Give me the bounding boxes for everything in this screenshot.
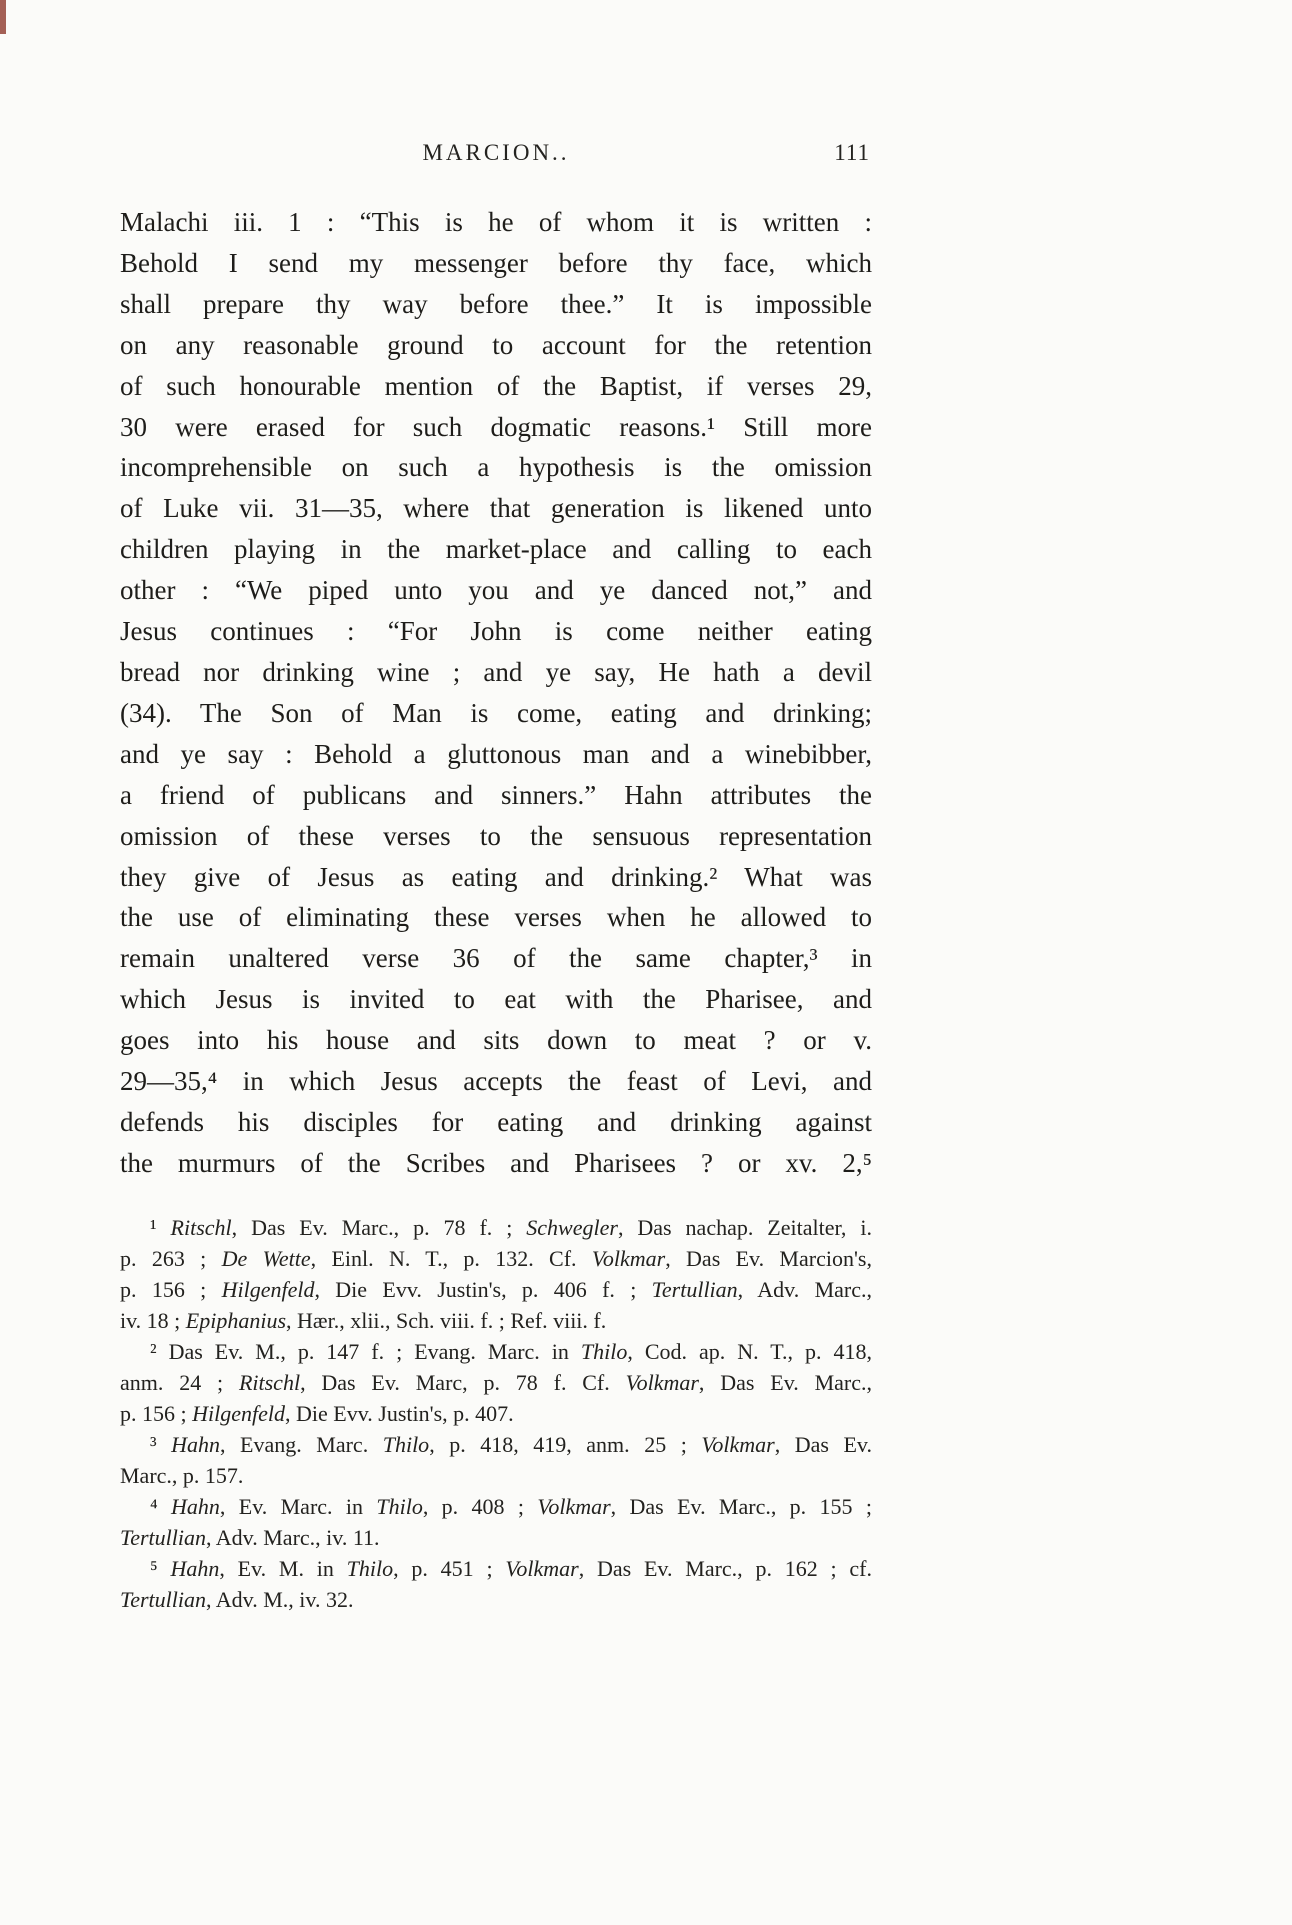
text-segment: , Adv. M., iv. 32. (206, 1586, 354, 1612)
text-segment: anm. 24 ; (120, 1369, 239, 1395)
text-line: (34). The Son of Man is come, eating and drinking; (120, 697, 872, 728)
text-segment: , Ev. M. in (219, 1555, 347, 1581)
scan-artifact (0, 0, 6, 34)
italic-text: Thilo (346, 1555, 394, 1581)
text-segment: , Hær., xlii., Sch. viii. f. ; Ref. viii. f. (286, 1307, 607, 1333)
footnote-line (120, 1522, 872, 1553)
text-segment: p. 263 ; (120, 1245, 222, 1271)
italic-text: Volkmar (591, 1245, 666, 1271)
text-segment: , Cod. ap. N. T., p. 418, (627, 1338, 872, 1364)
text-line: 30 were erased for such dogmatic reasons.¹ Still more (120, 411, 872, 442)
italic-text: Volkmar (537, 1493, 611, 1519)
text-segment: , Adv. Marc., iv. 11. (206, 1524, 380, 1550)
text-segment: , Adv. Marc., (737, 1276, 872, 1302)
text-segment: iv. 18 ; (120, 1307, 186, 1333)
text-line: and ye say : Behold a gluttonous man and a winebibber, (120, 738, 872, 769)
footnotes-block (120, 1212, 872, 1615)
text-segment: ³ (150, 1431, 172, 1457)
italic-text: Hahn (171, 1493, 220, 1519)
italic-text: Tertullian (120, 1586, 206, 1612)
text-line: other : “We piped unto you and ye danced not,” and (120, 575, 872, 606)
footnote-line (120, 1460, 872, 1491)
footnote-line (120, 1584, 872, 1615)
text-segment: , Das Ev. Marc., p. 155 ; (610, 1493, 872, 1519)
footnote-line (120, 1336, 872, 1367)
italic-text: Schwegler (526, 1214, 618, 1240)
text-segment: ⁵ (150, 1555, 171, 1581)
text-line: of Luke vii. 31—35, where that generation is likened unto (120, 493, 872, 524)
text-segment: p. 156 ; (120, 1400, 193, 1426)
text-segment: , Evang. Marc. (220, 1431, 383, 1457)
text-line: Jesus continues : “For John is come neither eating (120, 616, 872, 647)
italic-text: Thilo (376, 1493, 423, 1519)
italic-text: Volkmar (701, 1431, 775, 1457)
italic-text: Thilo (382, 1431, 430, 1457)
text-segment: , Das nachap. Zeitalter, i. (617, 1214, 872, 1240)
text-segment: , Die Evv. Justin's, p. 407. (285, 1400, 514, 1426)
italic-text: Ritschl (170, 1214, 232, 1240)
italic-text: De Wette (221, 1245, 311, 1271)
italic-text: Hahn (171, 1431, 221, 1457)
footnote-line (120, 1274, 872, 1305)
footnote-line (120, 1491, 872, 1522)
page-header (120, 140, 872, 166)
text-segment: p. 156 ; (120, 1276, 222, 1302)
text-segment: , p. 451 ; (393, 1555, 506, 1581)
italic-text: Volkmar (625, 1369, 699, 1395)
text-segment: Marc., p. 157. (120, 1462, 244, 1488)
text-segment: , Einl. N. T., p. 132. Cf. (310, 1245, 592, 1271)
page-number: 111 (834, 140, 870, 165)
footnote-line (120, 1398, 872, 1429)
text-segment: , Das Ev. Marc., p. 162 ; cf. (578, 1555, 872, 1581)
text-segment: , Das Ev. Marc, p. 78 f. Cf. (300, 1369, 626, 1395)
footnote-line (120, 1553, 872, 1584)
text-line: defends his disciples for eating and drinking against (120, 1106, 872, 1137)
text-line: omission of these verses to the sensuous representation (120, 820, 872, 851)
footnote-line (120, 1212, 872, 1243)
text-segment: ¹ (150, 1214, 171, 1240)
text-line: Behold I send my messenger before thy face, which (120, 247, 872, 278)
footnote-line (120, 1429, 872, 1460)
text-line: incomprehensible on such a hypothesis is the omission (120, 452, 872, 483)
text-segment: , Das Ev. Marcion's, (665, 1245, 872, 1271)
text-segment: , Das Ev. Marc., (698, 1369, 873, 1395)
footnote-line (120, 1367, 872, 1398)
italic-text: Volkmar (505, 1555, 579, 1581)
italic-text: Epiphanius (185, 1307, 287, 1333)
text-segment: ⁴ (150, 1493, 172, 1519)
text-line: goes into his house and sits down to meat ? or v. (120, 1025, 872, 1056)
page-content (120, 140, 872, 1615)
footnote-line (120, 1243, 872, 1274)
text-line: shall prepare thy way before thee.” It is impossible (120, 288, 872, 319)
italic-text: Hahn (170, 1555, 220, 1581)
text-line: children playing in the market-place and calling to each (120, 534, 872, 565)
text-line: the murmurs of the Scribes and Pharisees ? or xv. 2,⁵ (120, 1147, 872, 1178)
text-segment: , Die Evv. Justin's, p. 406 f. ; (314, 1276, 652, 1302)
running-title: MARCION.. (422, 140, 570, 165)
text-line: of such honourable mention of the Baptist, if verses 29, (120, 370, 872, 401)
text-segment: , p. 418, 419, anm. 25 ; (429, 1431, 702, 1457)
italic-text: Hilgenfeld (221, 1276, 315, 1302)
text-segment: , Ev. Marc. in (219, 1493, 377, 1519)
text-line: bread nor drinking wine ; and ye say, He hath a devil (120, 656, 872, 687)
text-segment: ² Das Ev. M., p. 147 f. ; Evang. Marc. in (150, 1338, 581, 1364)
text-line: remain unaltered verse 36 of the same chapter,³ in (120, 943, 872, 974)
text-line: they give of Jesus as eating and drinking.² What was (120, 861, 872, 892)
text-line: the use of eliminating these verses when he allowed to (120, 902, 872, 933)
text-line: Malachi iii. 1 : “This is he of whom it is written : (120, 207, 872, 237)
italic-text: Tertullian (651, 1276, 738, 1302)
italic-text: Ritschl (238, 1369, 301, 1395)
main-text-block (120, 202, 872, 1184)
text-line: a friend of publicans and sinners.” Hahn attributes the (120, 779, 872, 810)
text-line: on any reasonable ground to account for the retention (120, 329, 872, 360)
text-line: 29—35,⁴ in which Jesus accepts the feast of Levi, and (120, 1066, 872, 1097)
text-line: which Jesus is invited to eat with the Pharisee, and (120, 984, 872, 1015)
text-segment: , p. 408 ; (422, 1493, 538, 1519)
italic-text: Thilo (580, 1338, 628, 1364)
text-segment: , Das Ev. (774, 1431, 872, 1457)
italic-text: Hilgenfeld (192, 1400, 285, 1426)
footnote-line (120, 1305, 872, 1336)
text-segment: , Das Ev. Marc., p. 78 f. ; (231, 1214, 527, 1240)
italic-text: Tertullian (120, 1524, 206, 1550)
